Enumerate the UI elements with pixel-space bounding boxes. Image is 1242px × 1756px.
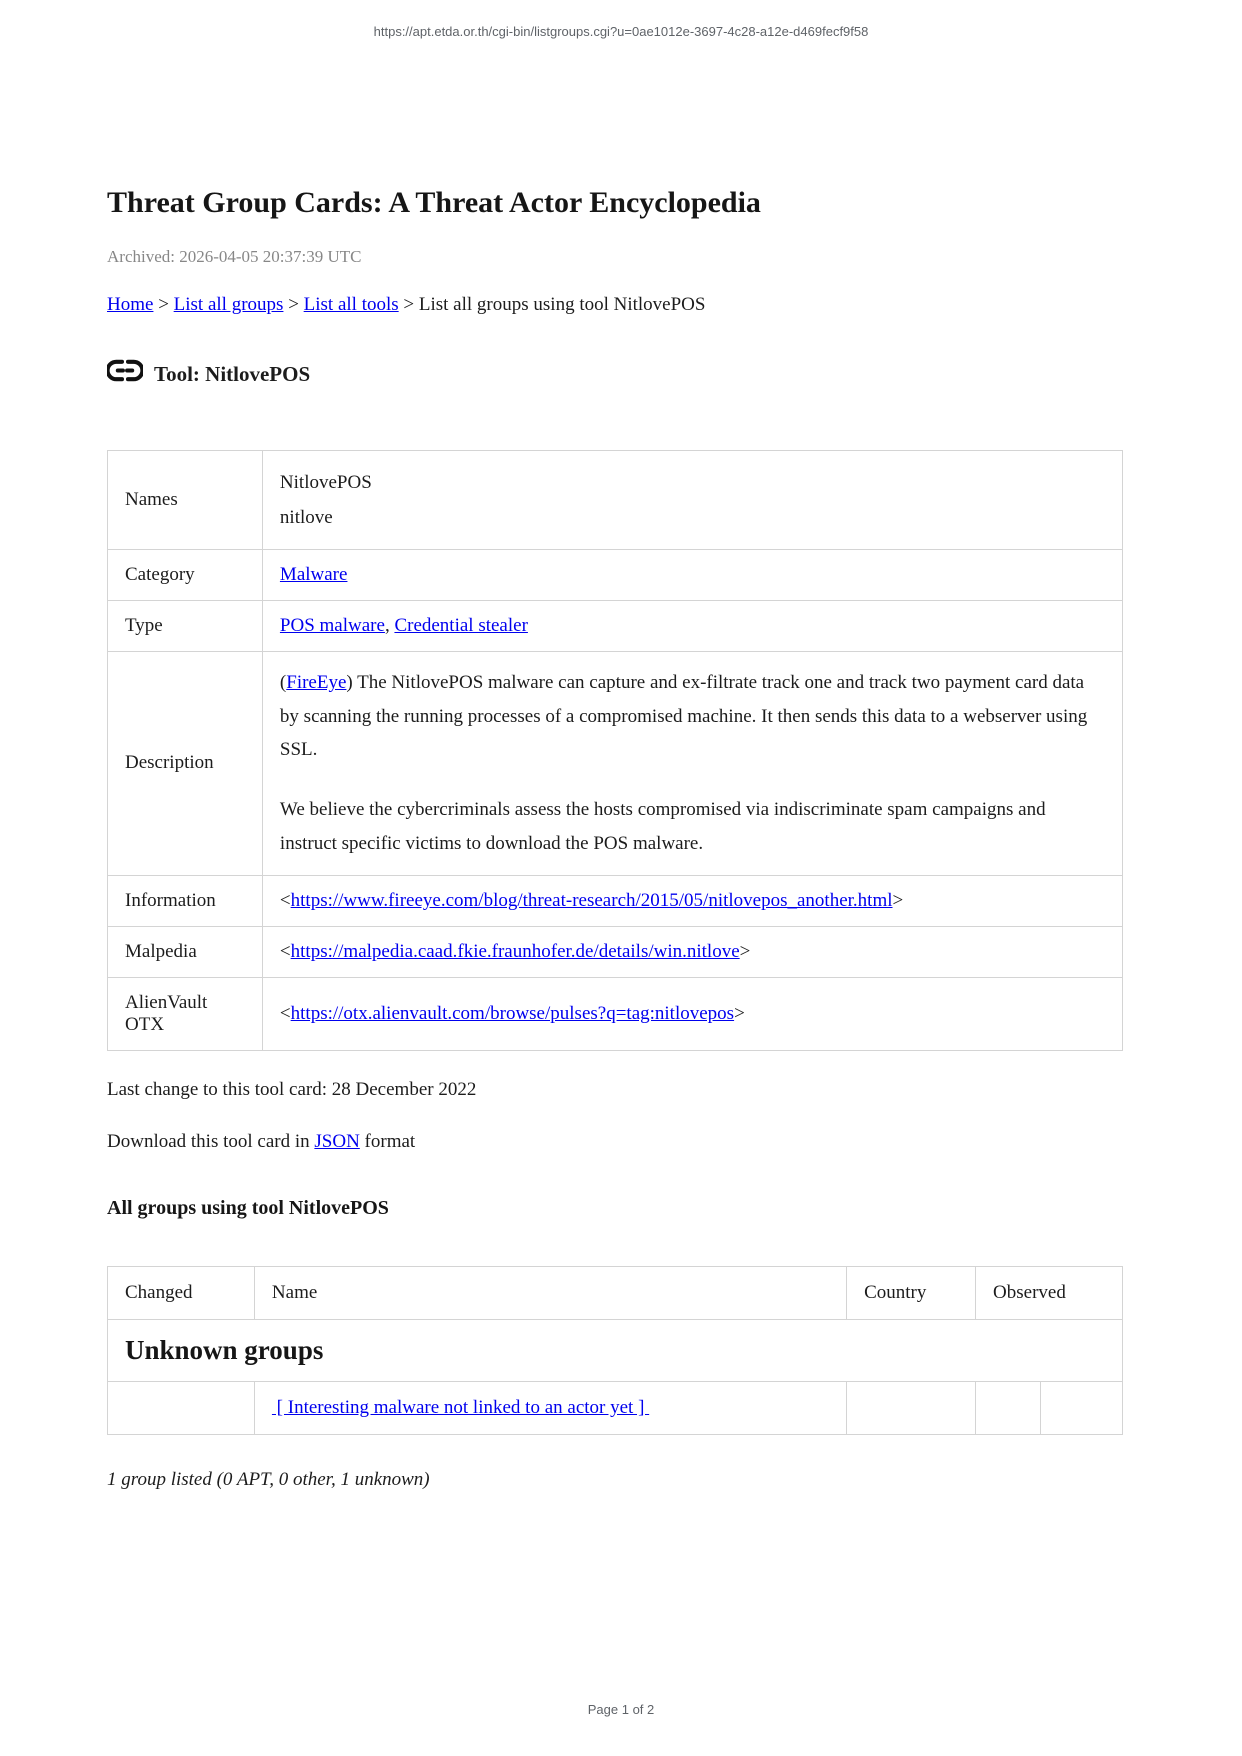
information-label: Information — [108, 875, 263, 926]
group-row-country-cell — [847, 1381, 976, 1434]
tool-card-table — [107, 450, 1123, 1051]
type-pos-malware-link[interactable]: POS malware — [279, 614, 385, 636]
table-row-type — [108, 600, 1123, 651]
table-row-information — [108, 875, 1123, 926]
chain-link-icon — [107, 358, 143, 392]
type-value-cell — [262, 600, 1122, 651]
archived-timestamp: Archived: 2026-04-05 20:37:39 UTC — [107, 246, 362, 266]
malpedia-label: Malpedia — [108, 926, 263, 977]
angle-close: > — [734, 1002, 745, 1024]
names-label: Names — [108, 450, 263, 549]
type-label: Type — [108, 600, 263, 651]
page-number: Page 1 of 2 — [587, 1702, 655, 1717]
group-row-observed-cell-1 — [976, 1381, 1041, 1434]
group-row — [108, 1381, 1123, 1434]
angle-close: > — [739, 940, 751, 962]
table-row-names — [108, 450, 1123, 549]
table-row-description — [108, 651, 1123, 875]
table-row-category — [108, 549, 1123, 600]
category-value-cell — [262, 549, 1122, 600]
description-text: ) The NitlovePOS malware can capture and ex-filtrate track one and track two payment card data by scanning the running processes of a compromised machine. It then sends this data to a webserver using SSL. — [279, 671, 1088, 761]
download-prefix: Download this tool card in — [107, 1130, 310, 1152]
breadcrumb-separator: > — [158, 293, 169, 315]
breadcrumb — [107, 294, 1132, 316]
table-row-alienvault — [108, 977, 1123, 1050]
fireeye-link[interactable]: FireEye — [286, 671, 347, 693]
header-changed: Changed — [108, 1266, 255, 1319]
unlinked-malware-group-link[interactable]: [ Interesting malware not linked to an actor yet ] — [271, 1396, 650, 1418]
json-download-link[interactable]: JSON — [314, 1130, 360, 1152]
alienvault-value-cell — [262, 977, 1122, 1050]
groups-section-row — [108, 1319, 1123, 1381]
header-country: Country — [847, 1266, 976, 1319]
breadcrumb-separator: > — [403, 293, 415, 315]
malpedia-url-link[interactable]: https://malpedia.caad.fkie.fraunhofer.de/details/win.nitlove — [290, 940, 740, 962]
print-header-url: https://apt.etda.or.th/cgi-bin/listgroups.cgi?u=0ae1012e-3697-4c28-a12e-d469fecf9f58 — [373, 24, 869, 39]
information-value-cell — [262, 875, 1122, 926]
tool-alias: nitlove — [279, 506, 333, 528]
breadcrumb-link-list-all-groups[interactable]: List all groups — [173, 293, 284, 315]
groups-section-heading: All groups using tool NitlovePOS — [107, 1196, 389, 1219]
type-credential-stealer-link[interactable]: Credential stealer — [394, 614, 528, 636]
download-line — [107, 1131, 1132, 1153]
page-title: Threat Group Cards: A Threat Actor Encyclopedia — [107, 186, 761, 219]
breadcrumb-current: List all groups using tool NitlovePOS — [418, 293, 706, 315]
tool-heading-label: Tool: NitlovePOS — [154, 362, 311, 386]
description-paragraph-1 — [280, 666, 1105, 767]
category-malware-link[interactable]: Malware — [279, 563, 348, 585]
alienvault-label: AlienVault OTX — [108, 977, 263, 1050]
names-value-cell — [262, 450, 1122, 549]
group-row-changed-cell — [108, 1381, 255, 1434]
group-row-name-cell — [254, 1381, 846, 1434]
malpedia-value-cell — [262, 926, 1122, 977]
download-suffix: format — [364, 1130, 416, 1152]
tool-heading — [107, 358, 1132, 392]
header-name: Name — [254, 1266, 846, 1319]
header-observed: Observed — [976, 1266, 1123, 1319]
breadcrumb-separator: > — [288, 293, 299, 315]
angle-close: > — [892, 889, 904, 911]
description-value-cell — [262, 651, 1122, 875]
groups-count-summary: 1 group listed (0 APT, 0 other, 1 unknown) — [107, 1468, 430, 1490]
table-row-malpedia — [108, 926, 1123, 977]
type-separator: , — [384, 614, 390, 636]
angle-open: < — [279, 889, 291, 911]
description-paragraph-2: We believe the cybercriminals assess the hosts compromised via indiscriminate spam campaigns and instruct specific victims to download the POS malware. — [279, 799, 1046, 855]
breadcrumb-link-list-all-tools[interactable]: List all tools — [303, 293, 399, 315]
breadcrumb-link-home[interactable]: Home — [107, 293, 154, 315]
unknown-groups-section-cell — [108, 1319, 1123, 1381]
category-label: Category — [108, 549, 263, 600]
angle-open: < — [279, 1002, 291, 1024]
angle-open: < — [279, 940, 291, 962]
group-row-observed-cell-2 — [1041, 1381, 1123, 1434]
tool-name: NitlovePOS — [279, 471, 372, 493]
alienvault-url-link[interactable]: https://otx.alienvault.com/browse/pulses?q=tag:nitlovepos — [290, 1002, 735, 1024]
groups-table — [107, 1266, 1123, 1435]
paren-open: ( — [279, 671, 287, 693]
unknown-groups-title: Unknown groups — [125, 1334, 324, 1365]
fireeye-report-url-link[interactable]: https://www.fireeye.com/blog/threat-research/2015/05/nitlovepos_another.html — [290, 889, 893, 911]
last-change-note: Last change to this tool card: 28 December 2022 — [107, 1078, 477, 1100]
description-label: Description — [108, 651, 263, 875]
groups-header-row — [108, 1266, 1123, 1319]
